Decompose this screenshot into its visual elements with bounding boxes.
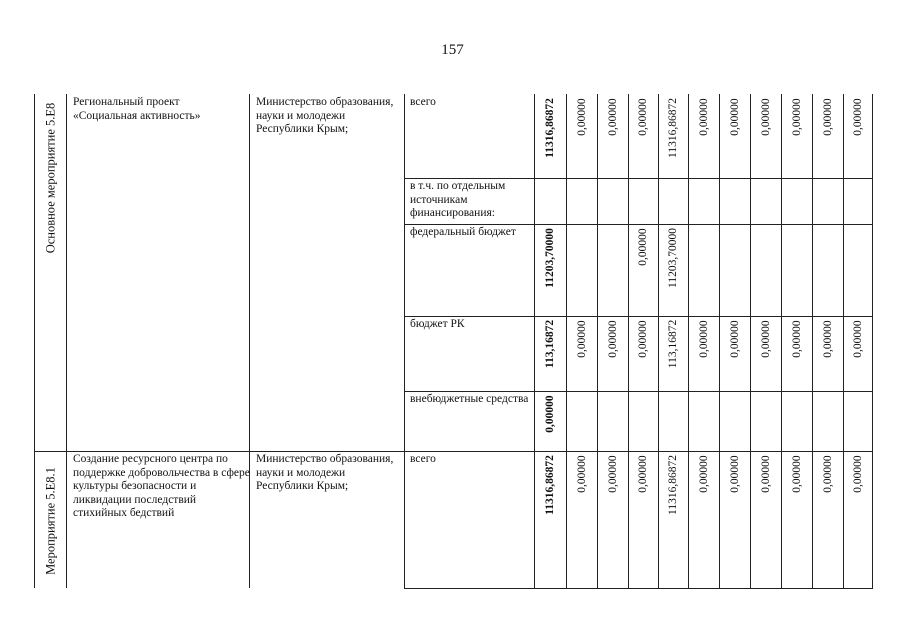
funding-source: в т.ч. по отдельным источникам финансирования:	[410, 180, 506, 219]
year-value: 0,00000	[851, 97, 864, 136]
table-rule	[34, 451, 873, 452]
table-rule	[750, 94, 751, 588]
year-value: 0,00000	[759, 97, 772, 136]
year-value: 0,00000	[790, 319, 803, 358]
year-value: 0,00000	[637, 97, 649, 136]
table-rule	[781, 94, 782, 588]
year-value: 0,00000	[759, 454, 772, 493]
year-value: 0,00000	[790, 97, 803, 136]
executor-name: Министерство образования, науки и молодежи Республики Крым;	[256, 96, 394, 135]
year-value: 0,00000	[759, 319, 772, 358]
year-value: 0,00000	[697, 319, 710, 358]
table-rule	[812, 94, 813, 588]
year-value: 0,00000	[637, 319, 649, 358]
year-value: 0,00000	[851, 319, 864, 358]
year-value: 0,00000	[697, 97, 710, 136]
year-value: 11316,86872	[667, 455, 679, 515]
table-rule	[404, 94, 405, 588]
year-value: 0,00000	[575, 454, 588, 493]
table-rule	[843, 94, 844, 588]
table-rule	[628, 94, 629, 588]
year-value: 0,00000	[851, 454, 864, 493]
year-value: 11316,86872	[667, 98, 679, 158]
table-rule	[688, 94, 689, 588]
activity-name: Создание ресурсного центра по поддержке добровольчества в сфере культуры безопасности и ликвидации последствий стихийных бедствий	[73, 453, 250, 519]
total-value: 0,00000	[544, 394, 556, 433]
year-value: 0,00000	[697, 454, 710, 493]
total-value: 11316,86872	[544, 455, 556, 515]
year-value: 11203,70000	[667, 228, 679, 288]
main-activity-code: Основное мероприятие 5.Е8	[43, 102, 58, 254]
year-value: 0,00000	[575, 97, 588, 136]
year-value: 0,00000	[728, 319, 741, 358]
year-value: 0,00000	[821, 319, 834, 358]
funding-source: внебюджетные средства	[410, 393, 529, 405]
table-rule	[404, 588, 873, 589]
table-rule	[66, 94, 67, 588]
year-value: 0,00000	[575, 319, 588, 358]
year-value: 0,00000	[728, 97, 741, 136]
table-rule	[566, 94, 567, 588]
funding-source: бюджет РК	[410, 318, 465, 330]
year-value: 0,00000	[728, 454, 741, 493]
year-value: 0,00000	[821, 97, 834, 136]
total-value: 11316,86872	[544, 98, 556, 158]
table-rule	[534, 94, 535, 588]
page-number: 157	[441, 42, 464, 58]
year-value: 0,00000	[637, 227, 649, 266]
table-rule	[404, 391, 873, 392]
table-rule	[404, 178, 873, 179]
table-rule	[34, 94, 35, 588]
year-value: 113,16872	[667, 319, 679, 369]
total-value: 113,16872	[544, 319, 556, 369]
year-value: 0,00000	[606, 97, 619, 136]
funding-source: всего	[410, 453, 436, 465]
activity-name: Региональный проект «Социальная активность»	[73, 96, 201, 122]
year-value: 0,00000	[606, 454, 619, 493]
year-value: 0,00000	[606, 319, 619, 358]
table-rule	[719, 94, 720, 588]
table-rule	[872, 94, 873, 588]
table-rule	[404, 316, 873, 317]
funding-source: федеральный бюджет	[410, 226, 516, 238]
year-value: 0,00000	[637, 454, 649, 493]
table-rule	[658, 94, 659, 588]
funding-source: всего	[410, 96, 436, 108]
activity-code: Мероприятие 5.Е8.1	[43, 467, 58, 575]
total-value: 11203,70000	[544, 228, 556, 288]
year-value: 0,00000	[821, 454, 834, 493]
year-value: 0,00000	[790, 454, 803, 493]
table-rule	[404, 224, 873, 225]
table-rule	[597, 94, 598, 588]
budget-table	[30, 94, 875, 588]
executor-name: Министерство образования, науки и молодежи Республики Крым;	[256, 453, 394, 492]
